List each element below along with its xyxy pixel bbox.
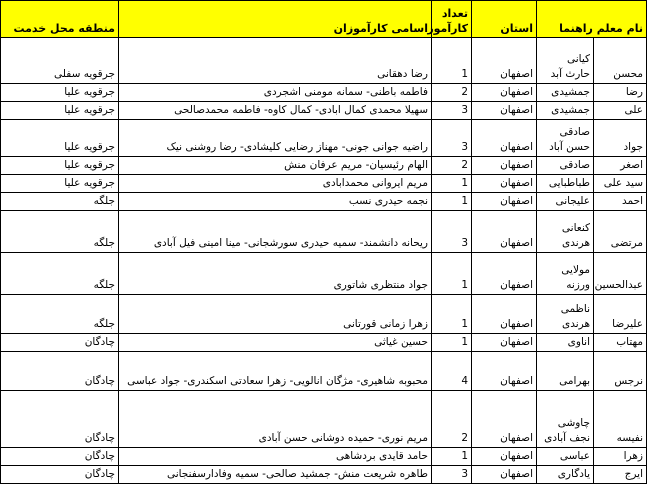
service-region-cell: جرقویه علیا (1, 102, 119, 120)
trainee-names-cell: نجمه حیدری نسب (119, 193, 432, 211)
service-region-cell: چادگان (1, 466, 119, 484)
trainee-names-cell: جواد منتظری شاتوری (119, 253, 432, 295)
mentor-first-name: مرتضی (594, 211, 647, 253)
service-region-cell: جرقویه علیا (1, 120, 119, 157)
trainee-count-cell: 4 (432, 352, 472, 391)
mentor-last-name: بهرامی (537, 352, 594, 391)
header-count: تعداد کارآموز (432, 1, 472, 38)
table-row (1, 253, 647, 295)
mentor-first-name: زهرا (594, 448, 647, 466)
header-province: استان (472, 1, 537, 38)
trainee-count-cell: 3 (432, 211, 472, 253)
mentor-first-name: عبدالحسین (594, 253, 647, 295)
table-row (1, 448, 647, 466)
trainee-names-cell: راضیه جوانی جونی- مهناز رضایی کلیشادی- رضا روشنی نیک (119, 120, 432, 157)
mentor-first-name: مهتاب (594, 334, 647, 352)
province-cell: اصفهان (472, 175, 537, 193)
table-row (1, 334, 647, 352)
trainee-names-cell: سهیلا محمدی کمال ابادی- کمال کاوه- فاطمه محمدصالحی (119, 102, 432, 120)
table-row (1, 38, 647, 84)
trainee-count-cell: 1 (432, 295, 472, 334)
mentor-first-name: رضا (594, 84, 647, 102)
service-region-cell: چادگان (1, 334, 119, 352)
mentor-first-name: اصغر (594, 157, 647, 175)
trainee-count-cell: 2 (432, 157, 472, 175)
service-region-cell: جرقویه علیا (1, 84, 119, 102)
trainee-names-cell: حامد قایدی بردشاهی (119, 448, 432, 466)
trainee-names-cell: فاطمه باطنی- سمانه مومنی اشجردی (119, 84, 432, 102)
trainee-count-cell: 2 (432, 391, 472, 448)
table-row (1, 211, 647, 253)
trainee-names-cell: محبوبه شاهیری- مژگان انالویی- زهرا سعادتی اسکندری- جواد عباسی (119, 352, 432, 391)
table-row (1, 391, 647, 448)
mentor-first-name: جواد (594, 120, 647, 157)
trainee-count-cell: 1 (432, 448, 472, 466)
trainee-names-cell: الهام رئیسیان- مریم عرفان منش (119, 157, 432, 175)
mentor-last-name: مولایی ورزنه (537, 253, 594, 295)
service-region-cell: جرقویه سفلی (1, 38, 119, 84)
header-region: منطقه محل خدمت (1, 1, 119, 38)
service-region-cell: چادگان (1, 448, 119, 466)
mentor-first-name: علیرضا (594, 295, 647, 334)
trainee-names-cell: مریم ایروانی محمدابادی (119, 175, 432, 193)
trainee-names-cell: مریم نوری- حمیده دوشانی حسن آبادی (119, 391, 432, 448)
mentor-last-name: علیجانی (537, 193, 594, 211)
mentor-last-name: کنعانی هرندی (537, 211, 594, 253)
trainee-count-cell: 1 (432, 253, 472, 295)
mentor-last-name: عباسی (537, 448, 594, 466)
mentor-last-name: یادگاری (537, 466, 594, 484)
trainee-count-cell: 1 (432, 193, 472, 211)
mentor-first-name: ایرج (594, 466, 647, 484)
province-cell: اصفهان (472, 38, 537, 84)
province-cell: اصفهان (472, 102, 537, 120)
mentor-first-name: علی (594, 102, 647, 120)
table-row (1, 193, 647, 211)
table-row (1, 295, 647, 334)
service-region-cell: جرقویه علیا (1, 175, 119, 193)
trainee-names-cell: زهرا زمانی قورتانی (119, 295, 432, 334)
header-trainees: اسامی کارآموزان (119, 1, 432, 38)
mentor-last-name: اناوی (537, 334, 594, 352)
header-mentor: نام معلم راهنما (537, 1, 647, 38)
service-region-cell: جلگه (1, 253, 119, 295)
province-cell: اصفهان (472, 391, 537, 448)
mentor-first-name: نرجس (594, 352, 647, 391)
table-body (1, 38, 647, 484)
table-row (1, 175, 647, 193)
province-cell: اصفهان (472, 253, 537, 295)
service-region-cell: جلگه (1, 193, 119, 211)
mentor-last-name: صادقی (537, 157, 594, 175)
service-region-cell: چادگان (1, 352, 119, 391)
table-row (1, 102, 647, 120)
service-region-cell: جرقویه علیا (1, 157, 119, 175)
province-cell: اصفهان (472, 157, 537, 175)
service-region-cell: جلگه (1, 295, 119, 334)
service-region-cell: چادگان (1, 391, 119, 448)
service-region-cell: جلگه (1, 211, 119, 253)
trainee-count-cell: 3 (432, 466, 472, 484)
province-cell: اصفهان (472, 466, 537, 484)
province-cell: اصفهان (472, 334, 537, 352)
mentor-first-name: احمد (594, 193, 647, 211)
province-cell: اصفهان (472, 448, 537, 466)
trainee-count-cell: 2 (432, 84, 472, 102)
mentor-first-name: محسن (594, 38, 647, 84)
mentor-last-name: صادقی حسن آباد (537, 120, 594, 157)
trainee-names-cell: طاهره شریعت منش- جمشید صالحی- سمیه وفادارسفنجانی (119, 466, 432, 484)
trainee-names-cell: ریحانه دانشمند- سمیه حیدری سورشجانی- مینا امینی فیل آبادی (119, 211, 432, 253)
mentor-last-name: ناظمی هرندی (537, 295, 594, 334)
trainee-count-cell: 3 (432, 102, 472, 120)
table-row (1, 84, 647, 102)
mentor-last-name: جمشیدی (537, 84, 594, 102)
mentor-first-name: نفیسه (594, 391, 647, 448)
province-cell: اصفهان (472, 84, 537, 102)
table-row (1, 120, 647, 157)
trainee-names-cell: رضا دهقانی (119, 38, 432, 84)
province-cell: اصفهان (472, 352, 537, 391)
province-cell: اصفهان (472, 193, 537, 211)
table-row (1, 466, 647, 484)
header-row (1, 1, 647, 38)
province-cell: اصفهان (472, 120, 537, 157)
mentor-last-name: طباطبایی (537, 175, 594, 193)
trainee-count-cell: 1 (432, 334, 472, 352)
trainee-count-cell: 3 (432, 120, 472, 157)
table-row (1, 157, 647, 175)
province-cell: اصفهان (472, 295, 537, 334)
trainee-count-cell: 1 (432, 38, 472, 84)
mentor-last-name: چاوشی نجف آبادی (537, 391, 594, 448)
mentor-first-name: سید علی (594, 175, 647, 193)
trainee-names-cell: حسین غیاثی (119, 334, 432, 352)
table-row (1, 352, 647, 391)
province-cell: اصفهان (472, 211, 537, 253)
mentor-last-name: جمشیدی (537, 102, 594, 120)
mentor-last-name: کیانی حارث آبد (537, 38, 594, 84)
trainee-count-cell: 1 (432, 175, 472, 193)
